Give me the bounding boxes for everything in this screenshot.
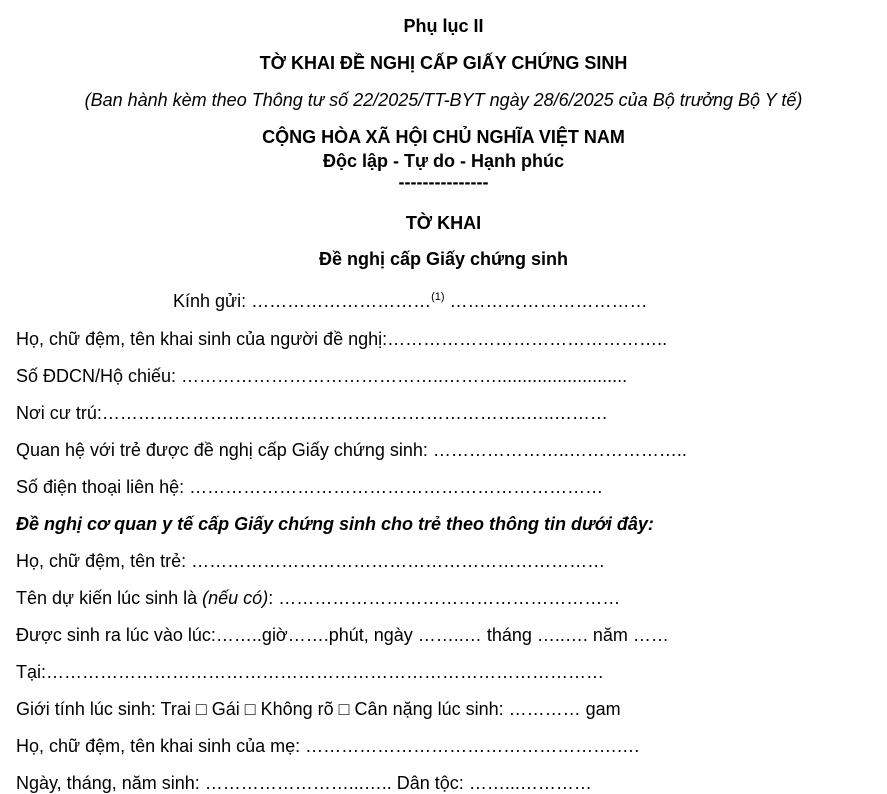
applicant-residence-field: Nơi cư trú:……………………………………………………………..…..……… [16, 403, 608, 423]
mother-name-field: Họ, chữ đệm, tên khai sinh của mẹ: …………………………………………….…. [16, 736, 640, 756]
appendix-label: Phụ lục II [403, 16, 484, 36]
expected-name-optional: (nếu có) [202, 588, 269, 608]
applicant-name-field: Họ, chữ đệm, tên khai sinh của người đề nghị:……………………………………….. [16, 329, 668, 349]
footnote-marker: (1) [431, 291, 445, 303]
child-expected-name-field [16, 587, 620, 609]
applicant-phone-field: Số điện thoại liên hệ: …………………………………………………………… [16, 477, 604, 497]
header-divider: --------------- [398, 172, 489, 192]
country-name: CỘNG HÒA XÃ HỘI CHỦ NGHĨA VIỆT NAM [262, 127, 625, 147]
applicant-id-field: Số ĐDCN/Hộ chiếu: ……………………………………..……….......................... [16, 366, 628, 386]
mother-dob-ethnicity-field: Ngày, tháng, năm sinh: ……………………...….. Dân tộc: ……...………… [16, 773, 592, 793]
child-birth-place-field: Tại:………………………………………………………………………………… [16, 662, 605, 682]
document-subtitle: Đề nghị cấp Giấy chứng sinh [318, 249, 569, 269]
form-title: TỜ KHAI ĐỀ NGHỊ CẤP GIẤY CHỨNG SINH [259, 53, 628, 73]
national-motto: Độc lập - Tự do - Hạnh phúc [322, 151, 565, 171]
child-gender-weight-field: Giới tính lúc sinh: Trai □ Gái □ Không rõ □ Cân nặng lúc sinh: ………… gam [16, 699, 621, 719]
issued-note: (Ban hành kèm theo Thông tư số 22/2025/TT-BYT ngày 28/6/2025 của Bộ trưởng Bộ Y tế) [84, 90, 803, 110]
recipient-line [173, 290, 648, 312]
child-name-field: Họ, chữ đệm, tên trẻ: …………………………………………………………… [16, 551, 606, 571]
request-heading: Đề nghị cơ quan y tế cấp Giấy chứng sinh cho trẻ theo thông tin dưới đây: [16, 514, 654, 534]
recipient-label: Kính gửi: ………………………… [173, 291, 432, 311]
expected-name-suffix: : ………………………………………………… [268, 588, 621, 608]
expected-name-prefix: Tên dự kiến lúc sinh là [16, 588, 203, 608]
document-title: TỜ KHAI [405, 213, 482, 233]
applicant-relation-field: Quan hệ với trẻ được đề nghị cấp Giấy chứng sinh: …………………..……………….. [16, 440, 687, 460]
recipient-dots: …………………………… [444, 291, 648, 311]
child-birth-time-field: Được sinh ra lúc vào lúc:……..giờ…….phút, ngày ……..… tháng …..…. năm …… [16, 625, 669, 645]
